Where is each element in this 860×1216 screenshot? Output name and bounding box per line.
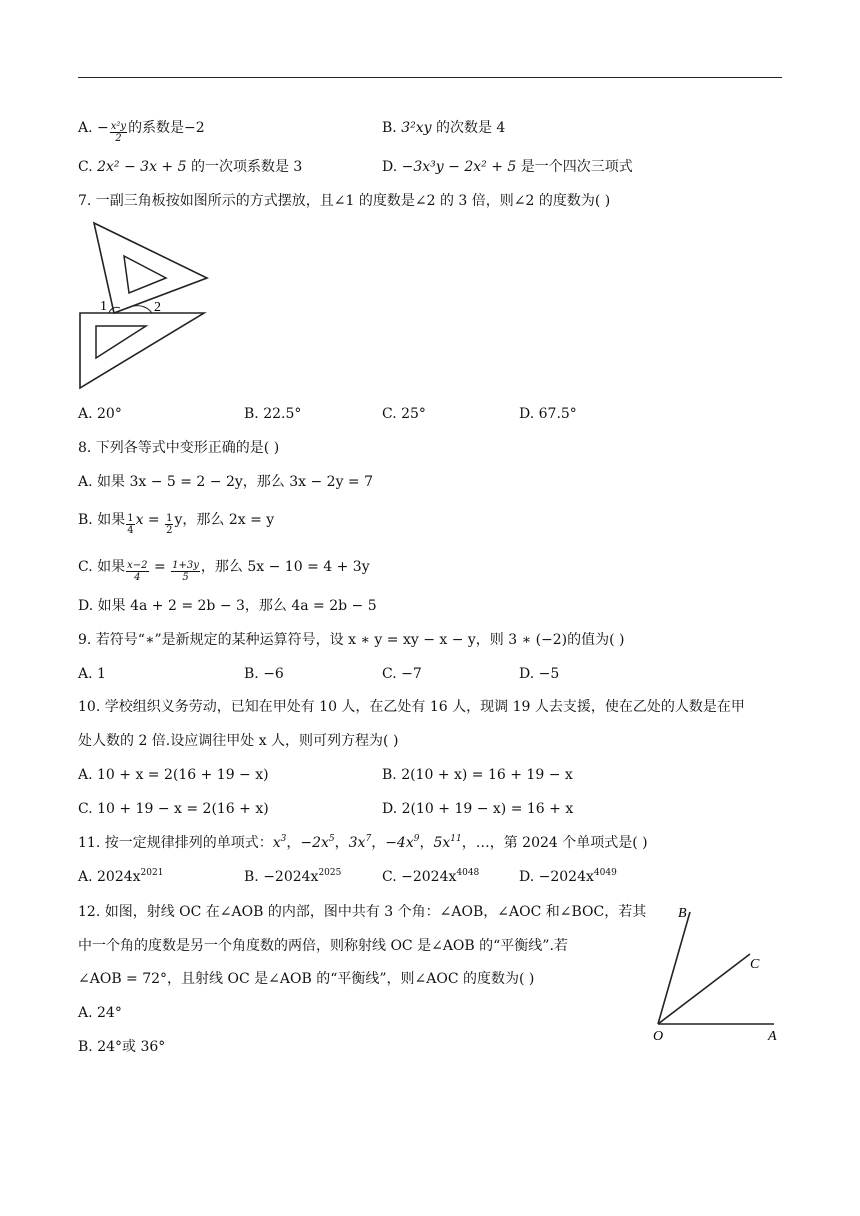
label-a: A [768, 1029, 777, 1044]
q9-option-a[interactable]: A. 1 [78, 666, 106, 682]
q12-stem-line1: 12. 如图，射线 OC 在∠AOB 的内部，图中共有 3 个角：∠AOB，∠AOC 和∠BOC，若其 [78, 904, 647, 920]
header-rule [78, 77, 782, 78]
q6-option-c[interactable] [78, 157, 302, 177]
q6-d-text: 是一个四次三项式 [516, 159, 633, 175]
q11-term-4: $-4x^9$ [385, 834, 420, 851]
q8-b-post: y，那么 2x = y [174, 512, 275, 528]
set-squares-figure [74, 218, 214, 393]
ray-oc [658, 954, 750, 1024]
angle-2-label: 2 [154, 300, 161, 315]
q6-b-text: 的次数是 4 [431, 120, 506, 136]
q8-c-pre: C. 如果 [78, 559, 126, 575]
q11-term-2: $-2x^5$ [300, 834, 335, 851]
q7-stem: 7. 一副三角板按如图所示的方式摆放，且∠1 的度数是∠2 的 3 倍，则∠2 的度数为( ) [78, 193, 611, 209]
q8-c-frac2: $\frac{1+3y}{5}$ [172, 560, 199, 583]
angle-1-label: 1 [100, 299, 107, 314]
q12-option-a[interactable]: A. 24° [78, 1005, 122, 1021]
q7-option-a[interactable]: A. 20° [78, 406, 122, 422]
q10-option-d[interactable]: D. 2(10 + 19 − x) = 16 + x [382, 801, 574, 817]
q8-option-c[interactable] [78, 557, 370, 583]
q10-stem-line1: 10. 学校组织义务劳动，已知在甲处有 10 人，在乙处有 16 人，现调 19 人去支援，使在乙处的人数是在甲 [78, 699, 745, 715]
q10-option-b[interactable]: B. 2(10 + x) = 16 + 19 − x [382, 767, 573, 783]
q6-d-label: D. [382, 159, 402, 175]
label-c: C [750, 957, 760, 972]
q8-option-b[interactable] [78, 510, 274, 536]
q6-b-expr: 3²xy [401, 120, 432, 136]
q8-option-a[interactable]: A. 如果 3x − 5 = 2 − 2y，那么 3x − 2y = 7 [78, 474, 374, 490]
q11-option-b[interactable]: B. $-2024x^{2025}$ [244, 868, 342, 885]
angle-2-arc [134, 306, 152, 313]
q12-option-b[interactable]: B. 24°或 36° [78, 1039, 166, 1055]
q12-stem-line2: 中一个角的度数是另一个角度数的两倍，则称射线 OC 是∠AOB 的“平衡线”.若 [78, 938, 568, 954]
q9-option-b[interactable]: B. −6 [244, 666, 284, 682]
label-b: B [678, 906, 687, 921]
q11-option-a[interactable]: A. $2024x^{2021}$ [78, 868, 164, 885]
q10-option-a[interactable]: A. 10 + x = 2(16 + 19 − x) [78, 767, 269, 783]
q6-option-d[interactable] [382, 157, 633, 177]
q9-option-d[interactable]: D. −5 [519, 666, 560, 682]
q11-term-5: $5x^{11}$ [433, 834, 462, 851]
q8-b-mid: x = [135, 512, 165, 528]
q11-term-1: $x^3$ [272, 834, 287, 851]
q6-c-text: 的一次项系数是 3 [186, 159, 303, 175]
q11-option-d[interactable]: D. $-2024x^{4049}$ [519, 868, 617, 885]
q10-stem-line2: 处人数的 2 倍.设应调往甲处 x 人，则可列方程为( ) [78, 733, 399, 749]
q6-a-label: A. − [78, 120, 109, 136]
q7-option-b[interactable]: B. 22.5° [244, 406, 302, 422]
angle-aob-figure [646, 898, 786, 1048]
label-o: O [653, 1029, 664, 1044]
q8-stem: 8. 下列各等式中变形正确的是( ) [78, 440, 280, 456]
q6-option-b[interactable] [382, 118, 505, 138]
q8-c-post: ，那么 5x − 10 = 4 + 3y [200, 559, 370, 575]
upper-set-square [94, 223, 207, 313]
q7-option-d[interactable]: D. 67.5° [519, 406, 577, 422]
ray-ob [658, 912, 690, 1024]
q6-c-expr: 2x² − 3x + 5 [97, 159, 187, 175]
q12-stem-line3: ∠AOB = 72°，且射线 OC 是∠AOB 的“平衡线”，则∠AOC 的度数为( ) [78, 971, 535, 987]
q9-option-c[interactable]: C. −7 [382, 666, 422, 682]
q6-a-fraction: $\frac{\text{x²y}}{2}$ [110, 121, 127, 144]
q8-b-frac2: $\frac{1}{2}$ [166, 513, 173, 536]
q10-option-c[interactable]: C. 10 + 19 − x = 2(16 + x) [78, 801, 269, 817]
q11-term-3: $3x^7$ [348, 834, 372, 851]
q9-stem: 9. 若符号“∗”是新规定的某种运算符号，设 x ∗ y = xy − x − y，则 3 ∗ (−2)的值为( ) [78, 632, 625, 648]
q6-c-label: C. [78, 159, 98, 175]
q6-a-text: 的系数是−2 [128, 120, 205, 136]
q6-b-label: B. [382, 120, 402, 136]
q8-b-pre: B. 如果 [78, 512, 126, 528]
lower-set-square [80, 313, 204, 388]
q6-d-expr: −3x³y − 2x² + 5 [401, 159, 517, 175]
q8-c-frac1: $\frac{x-2}{4}$ [127, 560, 148, 583]
q11-stem-post: ，…，第 2024 个单项式是( ) [461, 835, 648, 851]
q8-option-d[interactable]: D. 如果 4a + 2 = 2b − 3，那么 4a = 2b − 5 [78, 598, 377, 614]
q8-c-mid: = [149, 559, 171, 575]
q11-option-c[interactable]: C. $-2024x^{4048}$ [382, 868, 480, 885]
q6-option-a[interactable] [78, 118, 205, 144]
upper-set-square-inner [124, 256, 166, 293]
q7-option-c[interactable]: C. 25° [382, 406, 426, 422]
q11-stem: 11. 按一定规律排列的单项式：$x^3$，$-2x^5$，$3x^7$，$-4x^9$，$5x^{11}$，…，第 2024 个单项式是( ) [78, 834, 648, 851]
q8-b-frac1: $\frac{1}{4}$ [127, 513, 134, 536]
q11-stem-pre: 11. 按一定规律排列的单项式： [78, 835, 273, 851]
